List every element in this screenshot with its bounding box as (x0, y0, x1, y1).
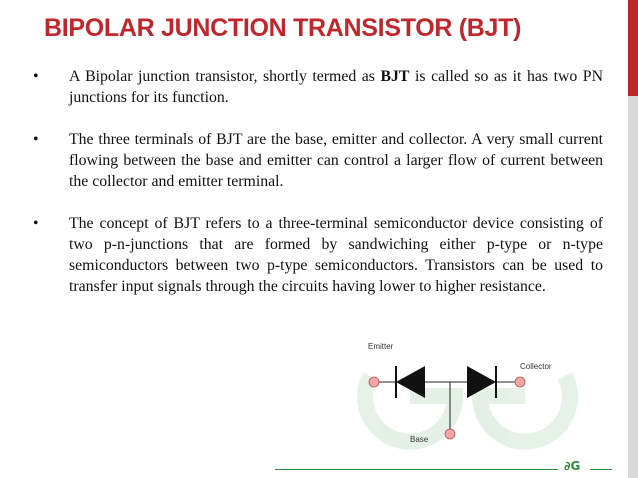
bullet-list (33, 66, 603, 318)
bullet-item-1 (33, 66, 603, 108)
footer-logo: ∂G (564, 459, 581, 473)
side-accent-red (628, 0, 638, 96)
bullet-2-text: The three terminals of BJT are the base, emitter and collector. A very small current flowing between the base and emitter can control a larger flow of current between the collector and emitter terminal. (69, 131, 603, 190)
emitter-terminal (369, 377, 379, 387)
collector-label: Collector (520, 362, 552, 371)
bullet-item-3 (33, 213, 603, 297)
side-accent-grey (628, 96, 638, 478)
slide-title: BIPOLAR JUNCTION TRANSISTOR (BJT) (44, 14, 522, 42)
bullet-dot: • (33, 68, 39, 85)
base-label: Base (410, 435, 429, 444)
footer-line (275, 469, 558, 470)
collector-terminal (515, 377, 525, 387)
bullet-1-bold: BJT (380, 68, 410, 85)
bullet-dot: • (33, 215, 39, 232)
base-terminal (445, 429, 455, 439)
footer-line-short (590, 469, 612, 470)
bullet-dot: • (33, 131, 39, 148)
side-accent-bar (628, 0, 638, 478)
bjt-diagram (350, 336, 600, 456)
bullet-item-2 (33, 129, 603, 192)
bullet-1-text-start: A Bipolar junction transistor, shortly termed as (69, 68, 381, 85)
emitter-label: Emitter (368, 342, 394, 351)
bullet-3-text: The concept of BJT refers to a three-terminal semiconductor device consisting of two p-n-junctions that are formed by sandwiching either p-type or n-type semiconductors between two p-type semiconductors. Transistors can be used to transfer input signals through the circuits having lower to higher resistance. (69, 215, 603, 295)
bullet-1-text-end: is called so as it has two PN junctions for its function. (69, 68, 603, 106)
